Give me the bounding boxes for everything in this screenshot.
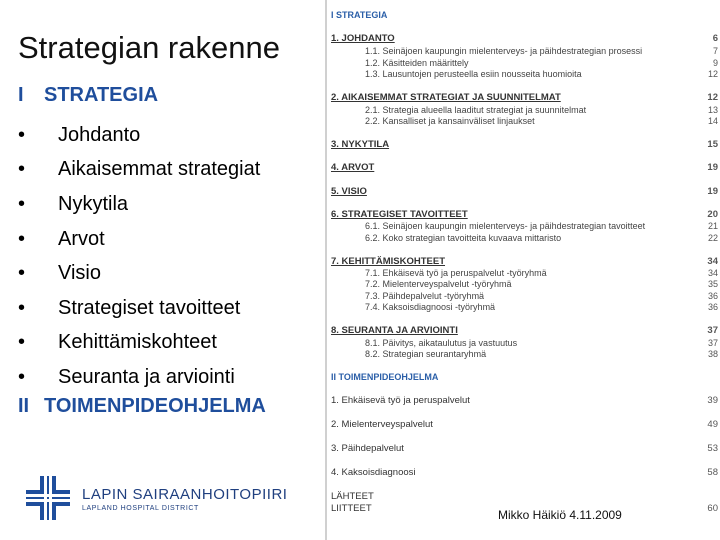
logo-subtitle: LAPLAND HOSPITAL DISTRICT [82,505,199,512]
bullet-item [18,153,260,188]
toc-entry [365,46,720,57]
toc-entry-text: I STRATEGIA [331,10,388,20]
bullet-text: Kehittämiskohteet [58,331,217,354]
cross-logo-icon [24,474,72,522]
toc-entry-text: 5. VISIO [331,186,367,197]
bullet-text: Arvot [58,227,105,250]
toc-page-number: 20 [707,209,718,220]
toc-page-number: 60 [707,503,718,514]
bullet-text: Visio [58,262,101,285]
section-heading-toimenpideohjelma [18,395,266,418]
bullet-item [18,360,260,395]
toc-entry [331,443,720,454]
bullet-item [18,256,260,291]
toc-entry [331,186,720,197]
toc-entry-text: 1. Ehkäisevä työ ja peruspalvelut [331,395,470,406]
toc-entry [331,419,720,430]
toc-entry [365,279,720,290]
toc-page-number: 15 [707,139,718,150]
page-title: Strategian rakenne [18,30,280,65]
toc-entry [331,33,720,44]
toc-page-number: 38 [707,349,718,359]
toc-page-number: 14 [707,116,718,126]
toc-entry-text: 6.1. Seinäjoen kaupungin mielenterveys- ja päihdestrategian tavoitteet [365,221,646,231]
toc-entry [331,162,720,173]
bullet-marker: • [18,158,26,181]
toc-entry-text: 6. STRATEGISET TAVOITTEET [331,209,468,220]
toc-entry-text: 8. SEURANTA JA ARVIOINTI [331,325,458,336]
toc-page-number: 35 [707,279,718,289]
table-of-contents-image [325,0,720,540]
toc-page-number: 19 [707,186,718,197]
toc-entry-text: 4. ARVOT [331,162,375,173]
bullet-text: Johdanto [58,123,141,146]
toc-page-number: 13 [707,105,718,115]
toc-entry [365,69,720,80]
toc-entry-text: 1.2. Käsitteiden määrittely [365,58,469,68]
toc-entry [365,105,720,116]
toc-page-number: 19 [707,162,718,173]
toc-entry [331,325,720,336]
toc-entry [365,302,720,313]
section-number: I [18,84,24,106]
toc-page-number: 37 [707,325,718,336]
toc-entry [331,92,720,103]
toc-entry-text: LIITTEET [331,503,372,514]
toc-entry [365,221,720,232]
toc-entry [331,372,720,383]
section-label: STRATEGIA [44,84,159,106]
toc-entry-text: 2.1. Strategia alueella laaditut strategiat ja suunnitelmat [365,105,587,115]
toc-entry-text: II TOIMENPIDEOHJELMA [331,372,439,382]
logo-name: LAPIN SAIRAANHOITOPIIRI [82,486,288,503]
toc-entry-text: 3. Päihdepalvelut [331,443,404,454]
toc-page-number: 21 [707,221,718,231]
section-heading-strategia [18,84,158,107]
toc-entry-text: 3. NYKYTILA [331,139,390,150]
toc-entry-text: 7.3. Päihdepalvelut -työryhmä [365,291,485,301]
toc-page-number: 34 [707,268,718,278]
bullet-marker: • [18,123,26,146]
organization-logo [24,474,288,524]
bullet-marker: • [18,331,26,354]
toc-entry-text: 7. KEHITTÄMISKOHTEET [331,256,446,267]
bullet-item [18,326,260,361]
toc-entry-text: 8.2. Strategian seurantaryhmä [365,349,487,359]
toc-page-number: 6 [712,33,718,44]
toc-entry [365,291,720,302]
toc-entry-text: 4. Kaksoisdiagnoosi [331,467,416,478]
bullet-text: Strategiset tavoitteet [58,296,241,319]
toc-entry-text: 2.2. Kansalliset ja kansainväliset linjaukset [365,116,535,126]
section-label: TOIMENPIDEOHJELMA [44,395,266,417]
bullet-text: Seuranta ja arviointi [58,365,235,388]
toc-entry [365,58,720,69]
bullet-item [18,291,260,326]
toc-entry-text: LÄHTEET [331,491,374,502]
toc-entry [365,349,720,360]
toc-entry [331,209,720,220]
bullet-list [18,118,260,395]
toc-entry-text: 7.2. Mielenterveyspalvelut -työryhmä [365,279,512,289]
toc-entry [365,116,720,127]
toc-entry [331,256,720,267]
toc-page-number: 12 [707,92,718,103]
bullet-item [18,222,260,257]
bullet-text: Aikaisemmat strategiat [58,158,261,181]
toc-entry [331,395,720,406]
toc-page-number: 12 [707,69,718,79]
bullet-item [18,118,260,153]
bullet-marker: • [18,262,26,285]
toc-entry-text: 7.4. Kaksoisdiagnoosi -työryhmä [365,302,496,312]
toc-page-number: 58 [707,467,718,478]
toc-page-number: 49 [707,419,718,430]
toc-page-number: 37 [707,338,718,348]
toc-entry [331,491,720,502]
toc-entry-text: 8.1. Päivitys, aikataulutus ja vastuutus [365,338,518,348]
toc-entry [331,467,720,478]
toc-entry-text: 2. Mielenterveyspalvelut [331,419,433,430]
bullet-item [18,187,260,222]
bullet-marker: • [18,192,26,215]
toc-entry-text: 7.1. Ehkäisevä työ ja peruspalvelut -työryhmä [365,268,547,278]
toc-entry [365,268,720,279]
toc-entry-text: 2. AIKAISEMMAT STRATEGIAT JA SUUNNITELMAT [331,92,561,103]
toc-page-number: 36 [707,291,718,301]
section-number: II [18,395,30,417]
toc-page-number: 22 [707,233,718,243]
toc-divider [325,0,327,540]
toc-page-number: 9 [712,58,718,68]
toc-entry-text: 1. JOHDANTO [331,33,395,44]
bullet-marker: • [18,365,26,388]
toc-entry-text: 6.2. Koko strategian tavoitteita kuvaava mittaristo [365,233,562,243]
bullet-marker: • [18,227,26,250]
toc-page-number: 7 [712,46,718,56]
toc-page-number: 39 [707,395,718,406]
toc-entry [365,233,720,244]
toc-entry-text: 1.3. Lausuntojen perusteella esiin nousseita huomioita [365,69,582,79]
bullet-text: Nykytila [58,192,129,215]
toc-entry [331,10,720,21]
toc-entry [331,139,720,150]
toc-page-number: 34 [707,256,718,267]
toc-entry-text: 1.1. Seinäjoen kaupungin mielenterveys- ja päihdestrategian prosessi [365,46,643,56]
toc-page-number: 53 [707,443,718,454]
bullet-marker: • [18,296,26,319]
toc-entry [365,338,720,349]
author-date: Mikko Häikiö 4.11.2009 [498,508,622,522]
toc-page-number: 36 [707,302,718,312]
